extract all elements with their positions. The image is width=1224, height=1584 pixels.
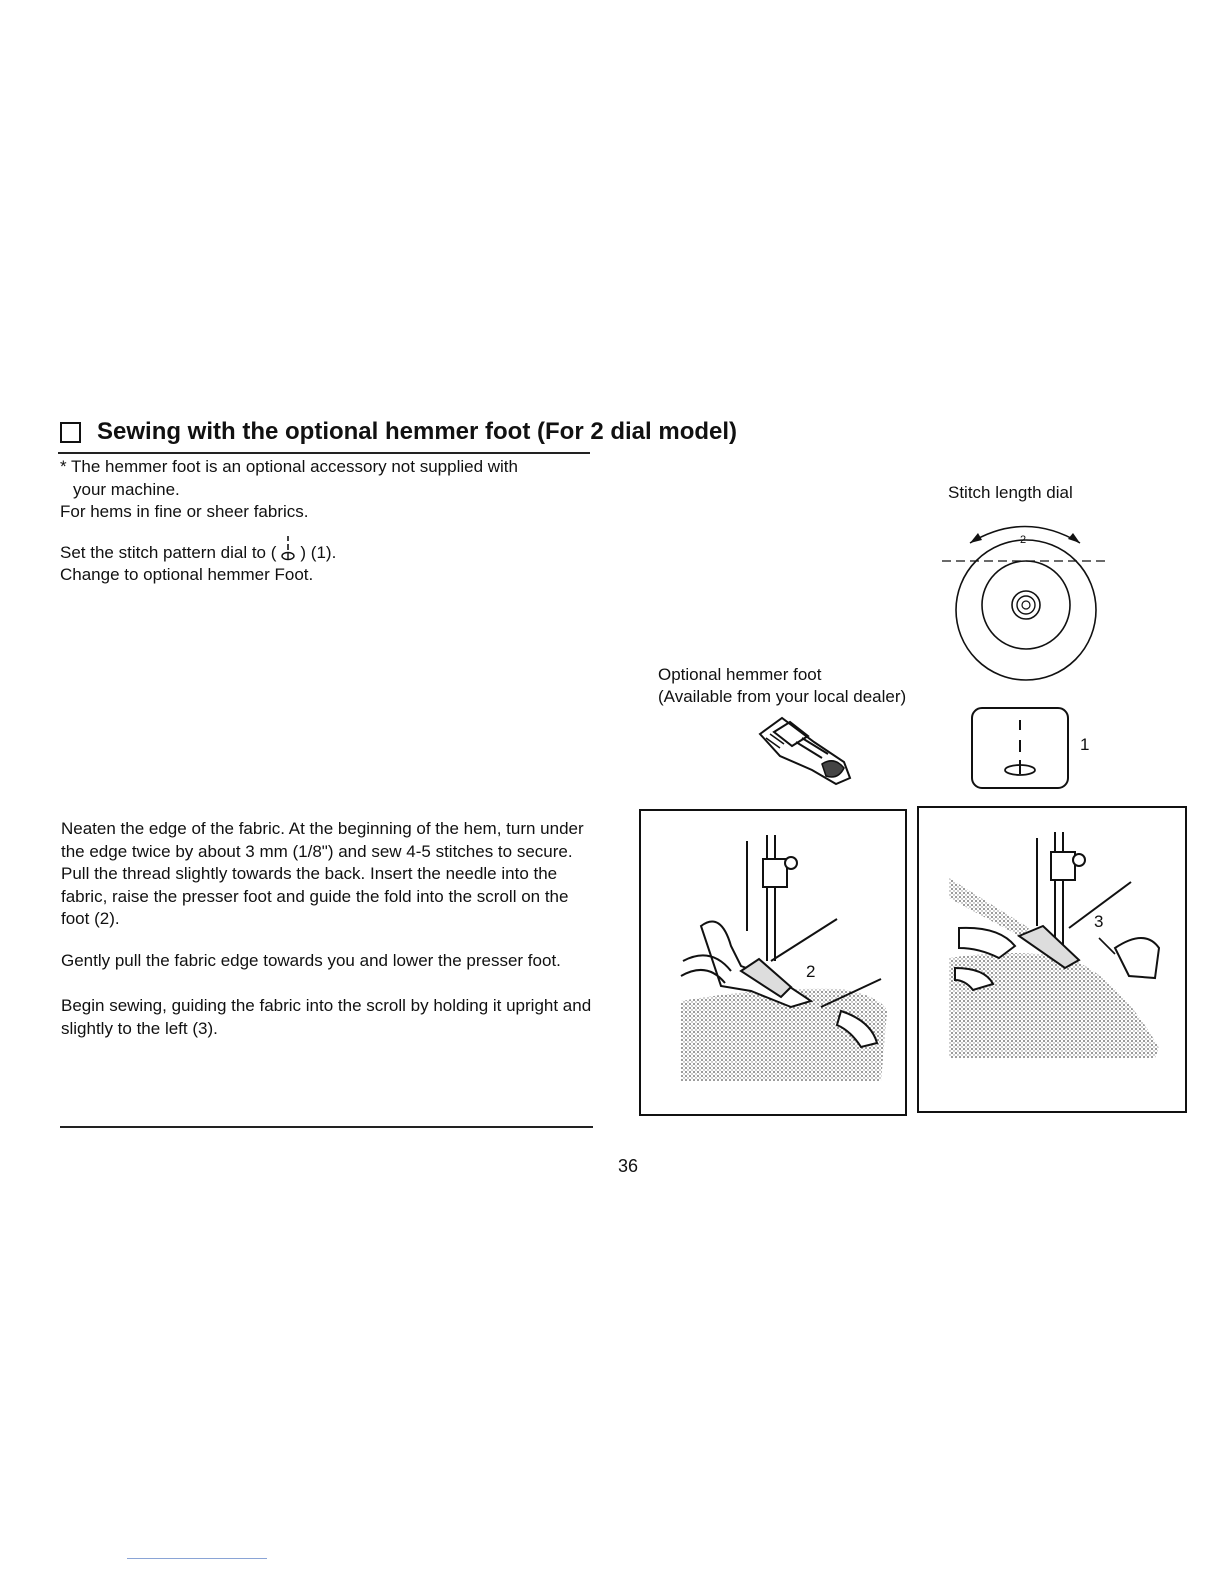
change-foot-line: Change to optional hemmer Foot. <box>60 565 314 584</box>
panel-right-callout: 3 <box>1094 912 1104 931</box>
note-line-2: your machine. <box>73 480 180 499</box>
page-number: 36 <box>618 1156 639 1176</box>
checkbox-icon <box>60 422 81 443</box>
illustration-panel-begin-sewing <box>917 806 1187 1113</box>
note-line-1: * The hemmer foot is an optional accessory not supplied with <box>60 457 518 476</box>
pattern-selector-illustration <box>968 706 1074 797</box>
dial-mark: 2 <box>1020 534 1027 546</box>
illustration-panel-guide-fold <box>639 809 907 1116</box>
instruction-paragraph-3: Begin sewing, guiding the fabric into the scroll by holding it upright and slightly to the left (3). <box>61 996 592 1038</box>
heading-underline <box>58 452 590 454</box>
page-title: Sewing with the optional hemmer foot (For 2 dial model) <box>97 418 738 445</box>
scan-artifact-line <box>127 1558 267 1559</box>
hemmer-caption-2: (Available from your local dealer) <box>658 687 907 706</box>
hemmer-caption-1: Optional hemmer foot <box>658 665 822 684</box>
hemmer-foot-icon <box>752 712 858 793</box>
set-dial-suffix: ) (1). <box>300 543 337 562</box>
set-dial-prefix: Set the stitch pattern dial to ( <box>60 543 277 562</box>
hems-line: For hems in fine or sheer fabrics. <box>60 502 309 521</box>
pattern-callout: 1 <box>1080 735 1090 754</box>
instruction-paragraph-1: Neaten the edge of the fabric. At the beginning of the hem, turn under the edge twice by about 3 mm (1/8") and sew 4-5 stitches to secure. Pull the thread slightly towards the back. Insert the needle into the fabric, raise the presser foot and guide the fold into the scroll on the foot (2). <box>61 819 584 928</box>
section-heading <box>60 418 737 446</box>
stitch-length-label: Stitch length dial <box>948 483 1073 502</box>
bottom-rule <box>60 1126 593 1128</box>
instruction-paragraph-2: Gently pull the fabric edge towards you and lower the presser foot. <box>61 951 561 970</box>
panel-left-callout: 2 <box>806 962 816 981</box>
